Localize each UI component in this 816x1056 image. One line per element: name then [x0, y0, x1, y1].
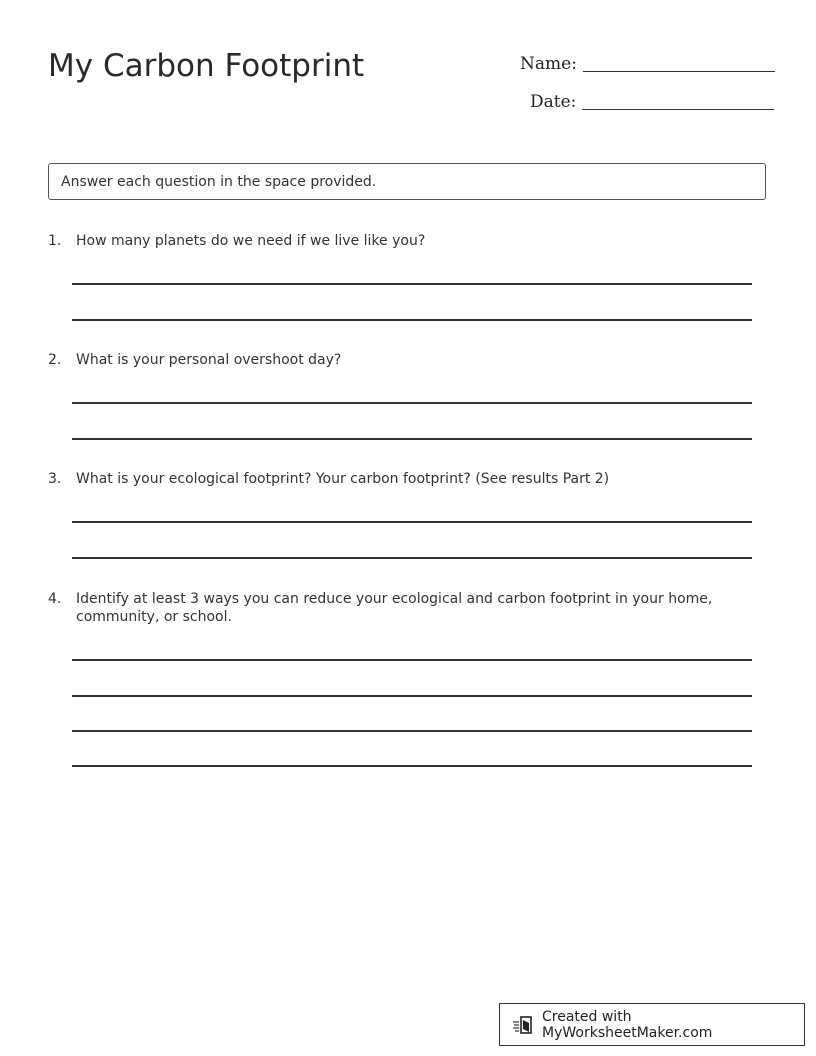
question-text: Identify at least 3 ways you can reduce your ecological and carbon footprint in your home, community, or school.: [76, 591, 713, 625]
question-number: 3.: [48, 471, 62, 487]
question-text: What is your personal overshoot day?: [76, 352, 342, 368]
answer-line: [72, 659, 752, 661]
question-number: 1.: [48, 233, 62, 249]
answer-line: [72, 319, 752, 321]
date-field: [530, 92, 774, 112]
instructions-text: Answer each question in the space provided.: [61, 174, 377, 190]
instructions-box: [48, 163, 766, 200]
question-text: How many planets do we need if we live like you?: [76, 233, 426, 249]
question-number: 2.: [48, 352, 62, 368]
question-text: What is your ecological footprint? Your carbon footprint? (See results Part 2): [76, 471, 610, 487]
footer-credit-badge[interactable]: [499, 1003, 805, 1046]
answer-line: [72, 730, 752, 732]
answer-line: [72, 695, 752, 697]
footer-credit-text: Created with MyWorksheetMaker.com: [542, 1008, 713, 1041]
name-label: Name:: [520, 54, 577, 74]
name-field: [520, 54, 775, 74]
page-title: My Carbon Footprint: [48, 48, 365, 84]
name-line: [583, 70, 775, 72]
question-number: 4.: [48, 591, 62, 607]
date-line: [582, 108, 774, 110]
answer-line: [72, 283, 752, 285]
answer-line: [72, 402, 752, 404]
answer-line: [72, 521, 752, 523]
answer-line: [72, 438, 752, 440]
worksheet-maker-logo-icon: [512, 1014, 534, 1036]
date-label: Date:: [530, 92, 577, 112]
answer-line: [72, 765, 752, 767]
answer-line: [72, 557, 752, 559]
